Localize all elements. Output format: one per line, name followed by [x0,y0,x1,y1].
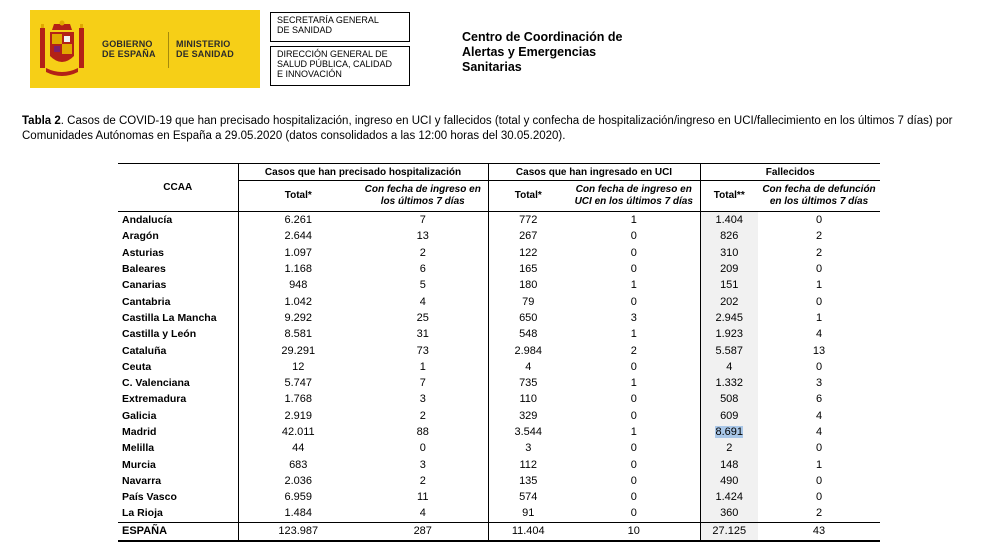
cell-uci-total: 112 [488,456,568,472]
cell-fall-7d: 6 [815,393,823,406]
cell-uci-total: 165 [488,261,568,277]
cell-ccaa: Castilla La Mancha [122,311,217,324]
cell-uci-7d: 1 [630,377,637,390]
cell-uci-7d: 0 [630,409,637,422]
total-hosp7: 287 [358,522,488,541]
cell-hosp-total: 5.747 [238,375,358,391]
cell-fall-7d: 13 [812,344,826,357]
cell-fall-total: 490 [700,473,758,489]
table-row [118,391,880,407]
cell-fall-total: 148 [700,456,758,472]
centro-line1: Centro de Coordinación de [462,30,623,44]
cell-uci-7d: 0 [630,458,637,471]
cell-uci-7d: 0 [630,246,637,259]
cell-hosp-7d: 7 [419,214,426,227]
table-row [118,440,880,456]
cell-fall-total: 1.332 [700,375,758,391]
cell-fall-total: 202 [700,293,758,309]
cell-fall-7d: 1 [815,279,823,292]
cell-hosp-7d: 7 [419,377,426,390]
cell-ccaa: Extremadura [122,393,187,406]
cell-fall-7d: 0 [815,442,823,455]
cell-hosp-7d: 5 [419,279,426,292]
total-hosp: 123.987 [238,522,358,541]
cell-fall-total: 1.404 [700,212,758,229]
cell-ccaa: Madrid [122,426,157,438]
cell-fall-total: 1.424 [700,489,758,505]
total-fall7: 43 [758,522,880,541]
caption-text: . Casos de COVID-19 que han precisado hospitalización, ingreso en UCI y fallecidos (total y confecha de hospitalización/ingreso en UCI/fallecimiento en los últimos 7 días) por Comunidades Autónomas en España a 29.05.2020 (datos consolidados a las 12:00 horas del 30.05.2020). [22,115,953,142]
table-row [118,261,880,277]
col-header-fall-7d: Con fecha de defunción en los últimos 7 días [758,181,880,212]
logo-divider [168,32,169,68]
cell-hosp-7d: 73 [416,344,429,357]
cell-fall-7d: 1 [815,311,823,324]
table-row [118,293,880,309]
cell-uci-total: 122 [488,245,568,261]
cell-hosp-7d: 1 [419,360,426,373]
total-fall: 27.125 [700,522,758,541]
cell-fall-total: 2.945 [700,310,758,326]
centro-line3: Sanitarias [462,60,522,74]
table-row [118,505,880,522]
cell-hosp-7d: 88 [416,426,429,438]
cell-fall-total [700,424,758,440]
cell-ccaa: Andalucía [122,214,173,227]
cell-uci-7d: 1 [630,214,637,227]
cell-hosp-7d: 3 [419,458,426,471]
cell-fall-7d: 2 [815,507,823,520]
cell-hosp-7d: 31 [416,328,429,341]
covid-table [118,163,880,542]
cell-uci-total: 267 [488,228,568,244]
cell-fall-total: 151 [700,277,758,293]
cell-uci-total: 2.984 [488,342,568,358]
cell-uci-total: 574 [488,489,568,505]
cell-fall-total: 2 [700,440,758,456]
cell-uci-7d: 3 [630,311,637,324]
cell-fall-7d: 0 [815,263,823,276]
table-row [118,456,880,472]
ministerio-line2: DE SANIDAD [176,49,235,59]
total-uci7: 10 [568,522,700,541]
cell-uci-total: 135 [488,473,568,489]
cell-hosp-total: 1.168 [238,261,358,277]
cell-ccaa: C. Valenciana [122,377,190,390]
cell-hosp-total: 948 [238,277,358,293]
table-row [118,342,880,358]
cell-hosp-total: 6.959 [238,489,358,505]
centro-coordinacion-title [462,30,622,75]
cell-ccaa: Aragón [122,230,159,243]
cell-fall-7d: 0 [815,474,823,487]
cell-fall-7d: 2 [815,246,823,259]
cell-uci-total: 110 [488,391,568,407]
cell-uci-7d: 1 [630,426,637,438]
cell-uci-total: 772 [488,212,568,229]
cell-fall-7d: 4 [815,409,823,422]
group-header-hospitalizacion: Casos que han precisado hospitalización [238,164,488,181]
cell-hosp-total: 29.291 [238,342,358,358]
cell-uci-total: 79 [488,293,568,309]
cell-uci-total: 548 [488,326,568,342]
cell-ccaa: Ceuta [122,360,152,373]
cell-ccaa: Baleares [122,263,166,276]
cell-uci-7d: 0 [630,263,637,276]
cell-uci-7d: 0 [630,393,637,406]
cell-uci-total: 735 [488,375,568,391]
table-row [118,326,880,342]
cell-uci-total: 3.544 [488,424,568,440]
cell-uci-7d: 1 [630,279,637,292]
cell-hosp-7d: 2 [419,474,426,487]
cell-hosp-total: 1.042 [238,293,358,309]
cell-hosp-total: 6.261 [238,212,358,229]
cell-fall-7d: 0 [815,360,823,373]
gobierno-logo-block [30,10,260,88]
cell-fall-total: 609 [700,408,758,424]
cell-hosp-total: 8.581 [238,326,358,342]
cell-hosp-total: 2.036 [238,473,358,489]
cell-ccaa: Murcia [122,458,156,471]
cell-ccaa: La Rioja [122,507,163,520]
cell-fall-total: 1.923 [700,326,758,342]
group-header-fallecidos: Fallecidos [700,164,880,181]
total-uci: 11.404 [488,522,568,541]
cell-fall-7d: 4 [815,328,823,341]
cell-ccaa: Castilla y León [122,328,197,341]
cell-uci-7d: 0 [630,474,637,487]
table-row [118,277,880,293]
cell-fall-7d: 4 [815,426,823,438]
secretaria-box [270,12,410,42]
col-header-hosp-7d: Con fecha de ingreso en los últimos 7 días [358,181,488,212]
ministerio-label [176,39,234,59]
cell-uci-7d: 0 [630,442,637,455]
table-row [118,424,880,440]
cell-hosp-7d: 4 [419,295,426,308]
cell-uci-total: 4 [488,359,568,375]
cell-hosp-total: 12 [238,359,358,375]
cell-hosp-7d: 0 [419,442,426,455]
cell-fall-7d: 2 [815,230,823,243]
cell-ccaa: País Vasco [122,491,177,504]
cell-hosp-total: 1.484 [238,505,358,522]
table-row [118,245,880,261]
table-total-row [118,522,880,541]
cell-fall-total: 209 [700,261,758,277]
cell-uci-7d: 0 [630,360,637,373]
cell-hosp-total: 683 [238,456,358,472]
cell-hosp-7d: 13 [416,230,429,243]
table-row [118,212,880,229]
ccaa-header: CCAA [118,164,238,212]
cell-uci-7d: 0 [630,295,637,308]
cell-uci-total: 3 [488,440,568,456]
direccion-line2: SALUD PÚBLICA, CALIDAD [277,59,393,69]
col-header-fall-total: Total** [700,181,758,212]
gobierno-line1: GOBIERNO [102,39,153,49]
ministerio-line1: MINISTERIO [176,39,231,49]
cell-hosp-7d: 25 [416,311,429,324]
cell-hosp-total: 42.011 [238,424,358,440]
cell-hosp-7d: 4 [419,507,426,520]
cell-fall-7d: 1 [815,458,823,471]
cell-uci-total: 329 [488,408,568,424]
cell-fall-7d: 0 [815,214,823,227]
cell-ccaa: Cataluña [122,344,167,357]
centro-line2: Alertas y Emergencias [462,45,597,59]
table-body [118,212,880,523]
col-header-uci-total: Total* [488,181,568,212]
table-row [118,359,880,375]
cell-hosp-total: 1.097 [238,245,358,261]
cell-fall-7d: 0 [815,295,823,308]
cell-hosp-7d: 11 [417,491,429,504]
col-header-uci-7d: Con fecha de ingreso en UCI en los últimos 7 días [568,181,700,212]
cell-hosp-total: 9.292 [238,310,358,326]
cell-uci-7d: 1 [630,328,637,341]
cell-hosp-7d: 6 [419,263,426,276]
cell-fall-total: 360 [700,505,758,522]
group-header-uci: Casos que han ingresado en UCI [488,164,700,181]
cell-fall-7d: 0 [815,491,823,504]
cell-ccaa: Navarra [122,474,162,487]
cell-hosp-7d: 2 [419,246,426,259]
table-row [118,228,880,244]
cell-fall-7d: 3 [815,377,823,390]
highlighted-value: 8.691 [715,426,744,438]
gobierno-label [102,39,156,59]
table-row [118,310,880,326]
cell-uci-total: 650 [488,310,568,326]
cell-uci-7d: 0 [630,230,637,243]
cell-hosp-total: 2.919 [238,408,358,424]
cell-ccaa: Cantabria [122,295,171,308]
gobierno-line2: DE ESPAÑA [102,49,156,59]
cell-fall-total: 4 [700,359,758,375]
secretaria-line2: DE SANIDAD [277,25,333,35]
total-ccaa: ESPAÑA [118,522,238,541]
cell-uci-7d: 2 [630,344,637,357]
cell-ccaa: Asturias [122,246,165,259]
table-caption [22,114,982,144]
cell-fall-total: 508 [700,391,758,407]
cell-hosp-total: 44 [238,440,358,456]
cell-hosp-total: 1.768 [238,391,358,407]
cell-hosp-7d: 3 [419,393,426,406]
cell-uci-total: 91 [488,505,568,522]
cell-hosp-total: 2.644 [238,228,358,244]
direccion-line1: DIRECCIÓN GENERAL DE [277,49,388,59]
table-row [118,473,880,489]
cell-uci-total: 180 [488,277,568,293]
secretaria-line1: SECRETARÍA GENERAL [277,15,379,25]
cell-fall-total: 310 [700,245,758,261]
col-header-hosp-total: Total* [238,181,358,212]
cell-ccaa: Canarias [122,279,167,292]
cell-ccaa: Melilla [122,442,155,455]
caption-label: Tabla 2 [22,115,61,127]
cell-hosp-7d: 2 [419,409,426,422]
cell-uci-7d: 0 [630,507,637,520]
cell-ccaa: Galicia [122,409,157,422]
table-row [118,408,880,424]
direccion-line3: E INNOVACIÓN [277,69,342,79]
table-row [118,375,880,391]
direccion-box [270,46,410,86]
cell-fall-total: 826 [700,228,758,244]
coat-of-arms-icon [40,20,84,78]
cell-uci-7d: 0 [630,491,637,504]
cell-fall-total: 5.587 [700,342,758,358]
table-row [118,489,880,505]
